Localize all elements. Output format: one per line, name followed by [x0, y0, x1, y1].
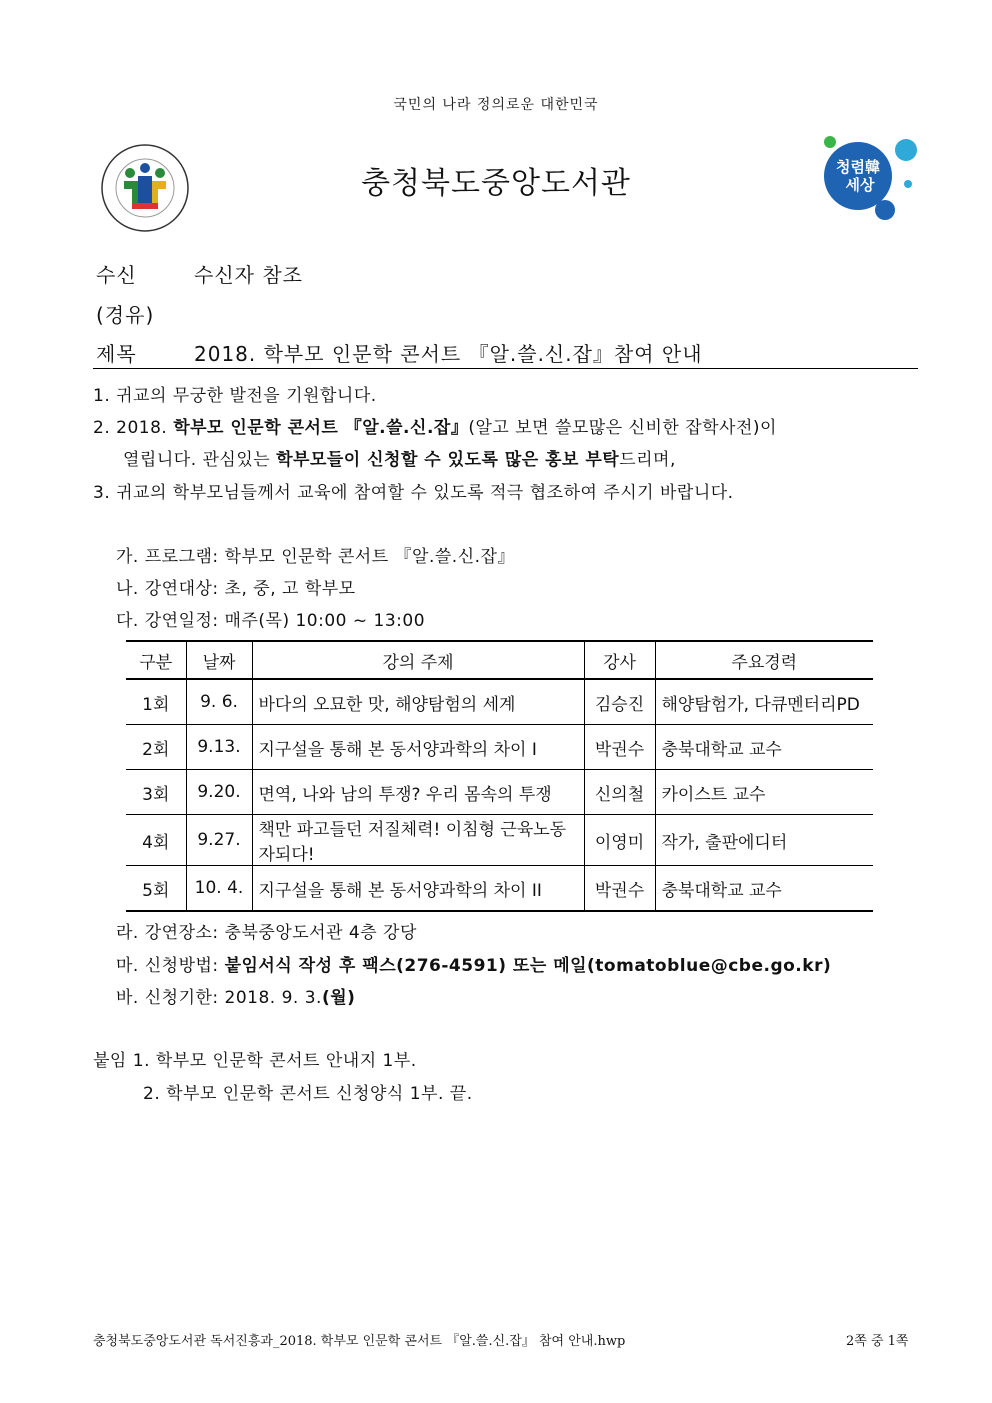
item-method-prefix: 마. 신청방법:: [116, 956, 225, 976]
schedule-table: [126, 640, 873, 912]
table-row: [126, 679, 873, 725]
item-venue: 라. 강연장소: 충북중앙도서관 4층 강당: [116, 923, 417, 943]
attachment-2: 2. 학부모 인문학 콘서트 신청양식 1부. 끝.: [143, 1084, 473, 1104]
item-program: 가. 프로그램: 학부모 인문학 콘서트 『알.쓸.신.잡』: [116, 547, 515, 567]
paragraph-2-prefix: 2. 2018.: [93, 418, 174, 438]
footer-filename: 충청북도중앙도서관 독서진흥과_2018. 학부모 인문학 콘서트 『알.쓸.신.잡』 참여 안내.hwp: [93, 1334, 626, 1349]
footer-page-number: 2쪽 중 1쪽: [846, 1334, 909, 1349]
paragraph-2-cont-bold: 학부모들이 신청할 수 있도록 많은 홍보 부탁: [276, 450, 620, 470]
career-cell: 충북대학교 교수: [655, 866, 873, 912]
topic-cell: 바다의 오묘한 맛, 해양탐험의 세계: [252, 679, 584, 725]
paragraph-2-bold: 학부모 인문학 콘서트 『알.쓸.신.잡』: [173, 418, 469, 438]
paragraph-2-cont-rest: 드리며,: [619, 450, 676, 470]
via-label: (경유): [96, 303, 155, 327]
paragraph-2: [93, 413, 777, 438]
lecturer-cell: 김승진: [584, 679, 655, 725]
lecturer-cell: 신의철: [584, 770, 655, 815]
paragraph-2-cont: [123, 445, 676, 470]
subject-row: [96, 338, 703, 367]
career-cell: 카이스트 교수: [655, 770, 873, 815]
paragraph-3: 3. 귀교의 학부모님들께서 교육에 참여할 수 있도록 적극 협조하여 주시기 바랍니다.: [93, 483, 734, 503]
attachment-1: 붙임 1. 학부모 인문학 콘서트 안내지 1부.: [93, 1051, 417, 1071]
header-cell: 강사: [584, 641, 655, 679]
header-divider: [93, 368, 918, 369]
table-row: [126, 770, 873, 815]
recipient-label: 수신: [96, 263, 137, 287]
integrity-logo: [818, 134, 920, 230]
paragraph-2-cont-prefix: 열립니다. 관심있는: [123, 450, 277, 470]
via-row: [96, 299, 154, 328]
item-deadline-bold: (월): [321, 988, 356, 1008]
session-cell: 4회: [126, 815, 186, 866]
career-cell: 충북대학교 교수: [655, 725, 873, 770]
svg-text:청렴韓: 청렴韓: [836, 158, 880, 176]
recipient-row: [96, 259, 303, 288]
item-schedule: 다. 강연일정: 매주(목) 10:00 ~ 13:00: [116, 611, 426, 631]
session-cell: 5회: [126, 866, 186, 912]
slogan: 국민의 나라 정의로운 대한민국: [393, 97, 599, 113]
lecturer-cell: 이영미: [584, 815, 655, 866]
lecturer-cell: 박권수: [584, 866, 655, 912]
date-cell: 9.13.: [186, 725, 252, 770]
session-cell: 3회: [126, 770, 186, 815]
paragraph-2-rest: (알고 보면 쓸모많은 신비한 잡학사전)이: [468, 418, 777, 438]
paragraph-1: 1. 귀교의 무궁한 발전을 기원합니다.: [93, 386, 377, 406]
date-cell: 10. 4.: [186, 866, 252, 912]
date-cell: 9.27.: [186, 815, 252, 866]
header-cell: 구분: [126, 641, 186, 679]
table-row: [126, 866, 873, 912]
career-cell: 작가, 출판에디터: [655, 815, 873, 866]
date-cell: 9. 6.: [186, 679, 252, 725]
date-cell: 9.20.: [186, 770, 252, 815]
table-row: [126, 725, 873, 770]
item-method-bold: 붙임서식 작성 후 팩스(276-4591) 또는 메일(tomatoblue@cbe.go.kr): [224, 956, 832, 976]
svg-text:세상: 세상: [845, 176, 875, 194]
header-cell: 강의 주제: [252, 641, 584, 679]
item-deadline-prefix: 바. 신청기한: 2018. 9. 3.: [116, 988, 322, 1008]
table-header-row: [126, 641, 873, 679]
subject-value: 2018. 학부모 인문학 콘서트 『알.쓸.신.잡』참여 안내: [194, 342, 703, 366]
career-cell: 해양탐험가, 다큐멘터리PD: [655, 679, 873, 725]
recipient-value: 수신자 참조: [194, 263, 303, 287]
topic-cell: 지구설을 통해 본 동서양과학의 차이 II: [252, 866, 584, 912]
subject-label: 제목: [96, 342, 137, 366]
session-cell: 2회: [126, 725, 186, 770]
lecturer-cell: 박권수: [584, 725, 655, 770]
item-deadline: [116, 983, 355, 1008]
item-method: [116, 951, 831, 976]
header-cell: 날짜: [186, 641, 252, 679]
session-cell: 1회: [126, 679, 186, 725]
organization-title: 충청북도중앙도서관: [361, 166, 631, 201]
topic-cell: 지구설을 통해 본 동서양과학의 차이 I: [252, 725, 584, 770]
header-cell: 주요경력: [655, 641, 873, 679]
table-row: [126, 815, 873, 866]
item-target: 나. 강연대상: 초, 중, 고 학부모: [116, 579, 356, 599]
topic-cell: 면역, 나와 남의 투쟁? 우리 몸속의 투쟁: [252, 770, 584, 815]
topic-cell: 책만 파고들던 저질체력! 이침형 근육노동자되다!: [252, 815, 584, 866]
